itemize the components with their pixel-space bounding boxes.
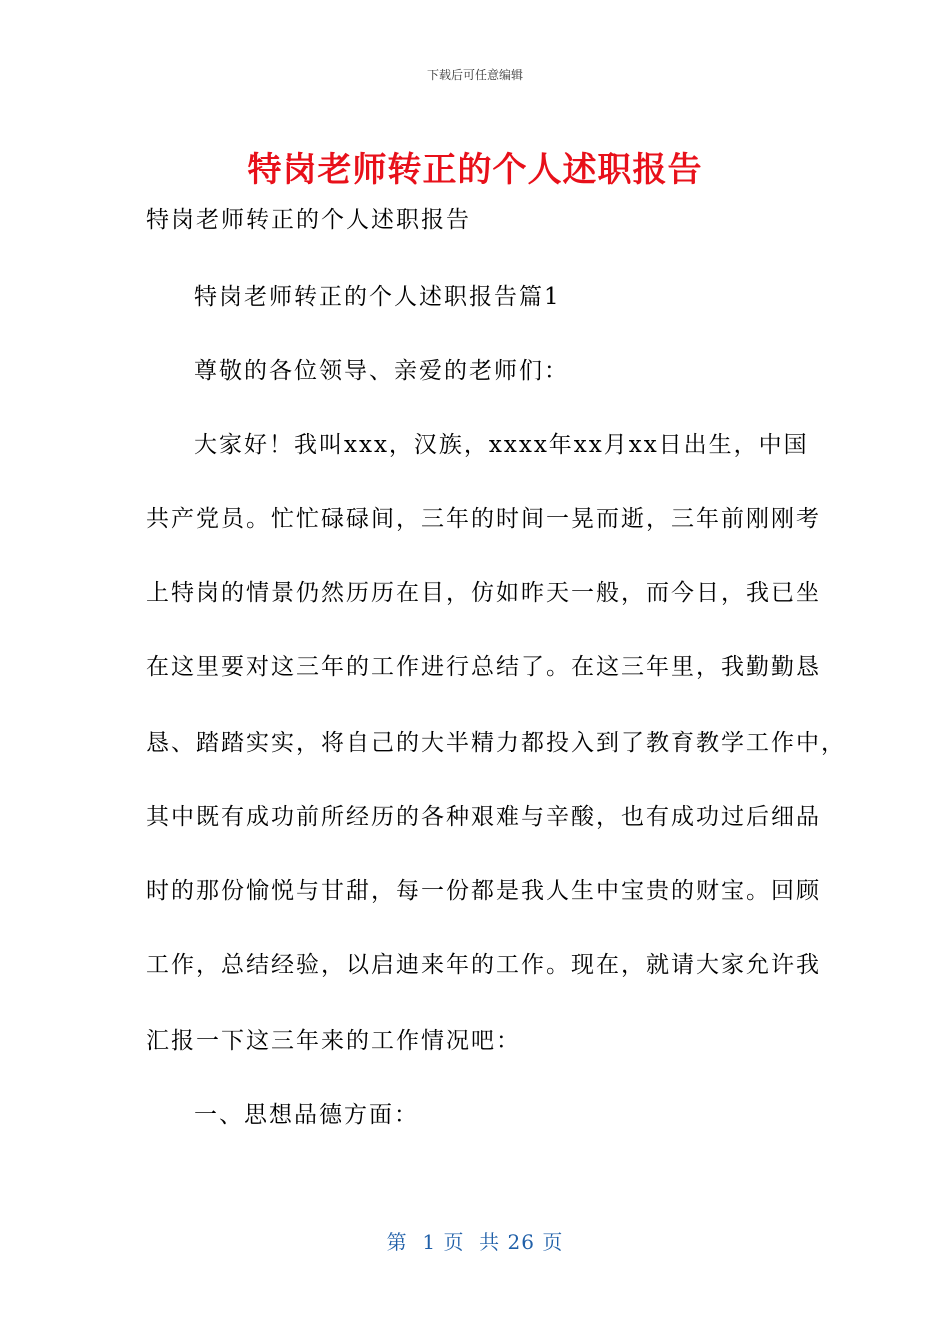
body-line-subtitle: 特岗老师转正的个人述职报告 xyxy=(146,207,471,233)
body-line: 工作，总结经验，以启迪来年的工作。现在，就请大家允许我 xyxy=(146,952,821,978)
body-line: 上特岗的情景仍然历历在目，仿如昨天一般，而今日，我已坐 xyxy=(146,580,821,606)
document-title: 特岗老师转正的个人述职报告 xyxy=(247,150,703,190)
body-line: 在这里要对这三年的工作进行总结了。在这三年里，我勤勤恳 xyxy=(146,654,821,680)
page-number-label: 第 1 页 共 26 页 xyxy=(386,1230,564,1254)
body-line-section-heading: 特岗老师转正的个人述职报告篇1 xyxy=(194,284,561,310)
header-note: 下载后可任意编辑 xyxy=(426,68,523,82)
body-line-section-title: 一、思想品德方面： xyxy=(194,1102,419,1128)
body-line: 恳、踏踏实实，将自己的大半精力都投入到了教育教学工作中， xyxy=(146,730,846,756)
page-number xyxy=(0,1226,950,1255)
body-line: 时的那份愉悦与甘甜，每一份都是我人生中宝贵的财宝。回顾 xyxy=(146,878,821,904)
body-line: 共产党员。忙忙碌碌间，三年的时间一晃而逝，三年前刚刚考 xyxy=(146,506,821,532)
body-line: 大家好！我叫xxx，汉族，xxxx年xx月xx日出生，中国 xyxy=(194,432,809,458)
body-line: 汇报一下这三年来的工作情况吧： xyxy=(146,1028,521,1054)
body-line: 其中既有成功前所经历的各种艰难与辛酸，也有成功过后细品 xyxy=(146,804,821,830)
body-line-salutation: 尊敬的各位领导、亲爱的老师们： xyxy=(194,358,569,384)
